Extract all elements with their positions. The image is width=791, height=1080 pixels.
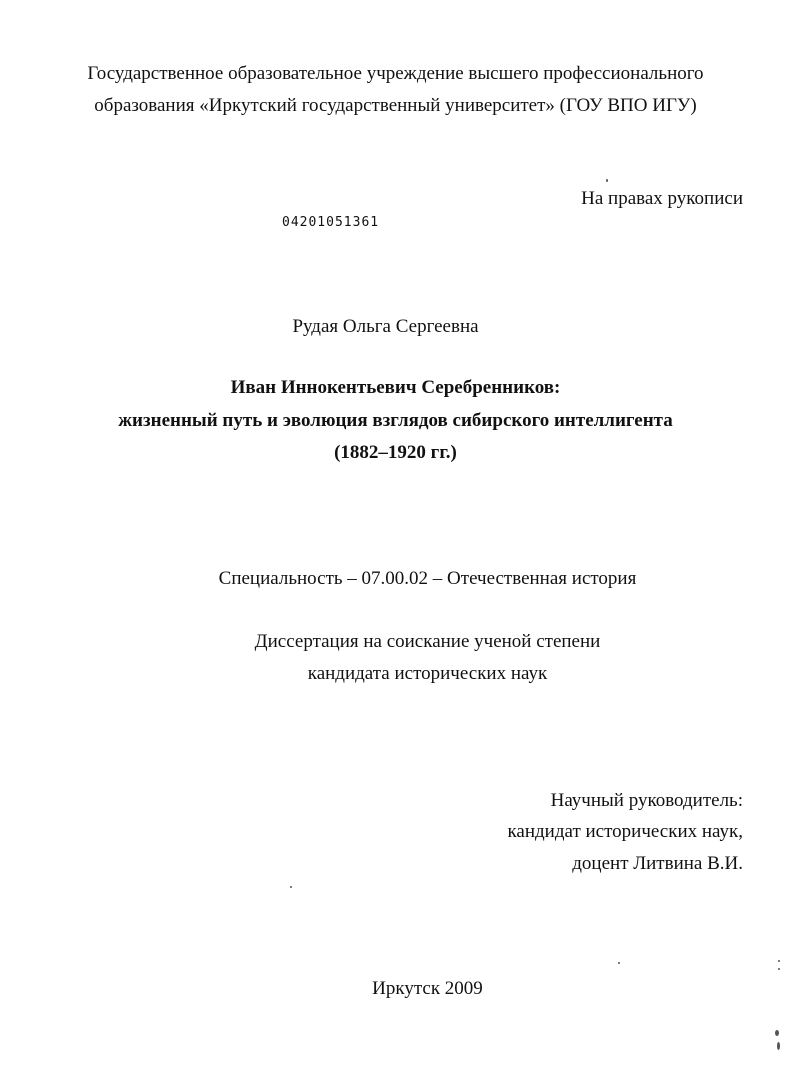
scan-speck [618, 962, 620, 964]
specialty-line: Специальность – 07.00.02 – Отечественная история [218, 568, 637, 589]
institution-line-2: образования «Иркутский государственный университет» (ГОУ ВПО ИГУ) [94, 95, 697, 116]
supervisor-line-1: Научный руководитель: [550, 790, 743, 811]
institution-line-1: Государственное образовательное учреждение высшего профессионального [87, 63, 704, 84]
degree-line-2: кандидата исторических наук [307, 663, 548, 684]
title-line-2: жизненный путь и эволюция взглядов сибирского интеллигента [118, 410, 673, 431]
scan-speck [606, 179, 608, 182]
supervisor-line-3: доцент Литвина В.И. [572, 853, 743, 874]
supervisor-line-2: кандидат исторических наук, [507, 821, 743, 842]
title-line-1: Иван Иннокентьевич Серебренников: [230, 377, 561, 398]
scan-speck [290, 886, 292, 888]
degree-line-1: Диссертация на соискание ученой степени [254, 631, 601, 652]
scan-speck [777, 1042, 780, 1050]
scan-speck [778, 960, 780, 962]
scan-speck [778, 968, 780, 970]
catalog-number: 04201051361 [282, 215, 380, 230]
city-year: Иркутск 2009 [372, 978, 483, 999]
author-name: Рудая Ольга Сергеевна [292, 316, 479, 337]
manuscript-rights-label: На правах рукописи [581, 188, 743, 209]
title-line-3: (1882–1920 гг.) [334, 442, 457, 463]
scan-speck [775, 1030, 779, 1036]
